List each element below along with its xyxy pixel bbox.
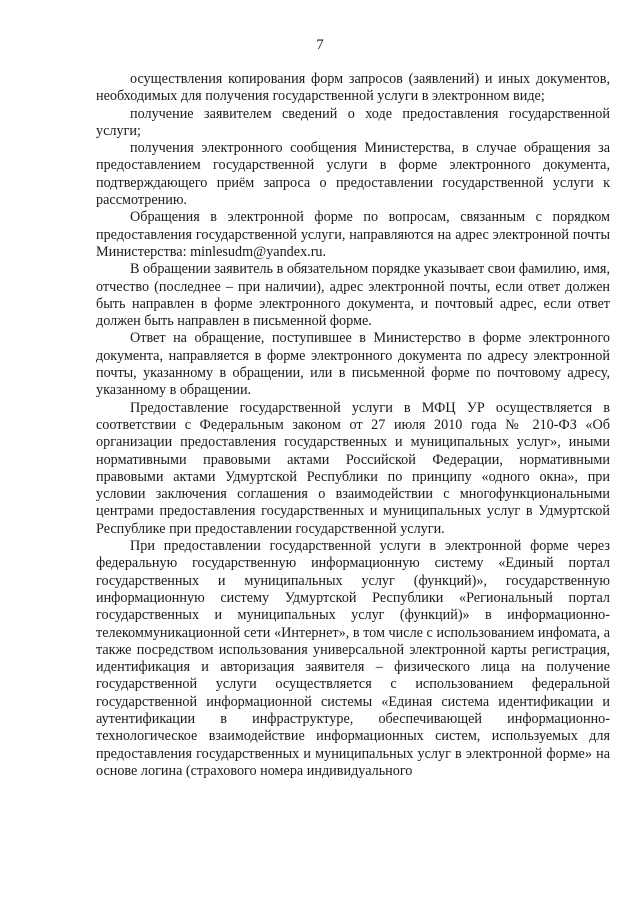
paragraph-response: Ответ на обращение, поступившее в Министерство в форме электронного документа, направляется в форме электронного документа по адресу электронной почты, указанному в обращении, или в письменной форме по почтовому адресу, указанному в обращении. — [96, 330, 610, 399]
page-number: 7 — [316, 37, 324, 53]
paragraph-mfc-provision: Предоставление государственной услуги в МФЦ УР осуществляется в соответствии с Федеральным законом от 27 июля 2010 года № 210-ФЗ «Об организации предоставления государственных и муниципальных услуг», иными нормативными правовыми актами Российской Федерации, нормативными правовыми актами Удмуртской Республики по принципу «одного окна», при условии заключения соглашения о взаимодействии с многофункциональными центрами предоставления государственных и муниципальных услуг в Удмуртской Республике при предоставлении государственной услуги. — [96, 399, 610, 537]
paragraph-email-appeals: Обращения в электронной форме по вопросам, связанным с порядком предоставления государственной услуги, направляются на адрес электронной почты Министерства: minlesudm@yandex.ru. — [96, 209, 610, 260]
paragraph-copying-forms: осуществления копирования форм запросов (заявлений) и иных документов, необходимых для получения государственной услуги в электронном виде; — [96, 71, 610, 105]
paragraph-electronic-provision: При предоставлении государственной услуги в электронной форме через федеральную государственную информационную систему «Единый портал государственных и муниципальных услуг (функций)», государственную информационную систему Удмуртской Республики «Региональный портал государственных и муниципальных услуг (функций)» в информационно-телекоммуникационной сети «Интернет», в том числе с использованием инфомата, а также посредством использования универсальной электронной карты регистрация, идентификация и авторизация заявителя – физического лица на получение государственной услуги осуществляется с использованием федеральной государственной информационной системы «Единая система идентификации и аутентификации в инфраструктуре, обеспечивающей информационно-технологическое взаимодействие информационных систем, используемых для предоставления государственных и муниципальных услуг в электронной форме» на основе логина (страхового номера индивидуального — [96, 538, 610, 779]
document-body — [96, 71, 610, 780]
paragraph-appeal-contents: В обращении заявитель в обязательном порядке указывает свои фамилию, имя, отчество (последнее – при наличии), адрес электронной почты, если ответ должен быть направлен в форме электронного документа, и почтовый адрес, если ответ должен быть направлен в письменной форме. — [96, 261, 610, 330]
paragraph-status-info: получение заявителем сведений о ходе предоставления государственной услуги; — [96, 105, 610, 139]
paragraph-electronic-message: получения электронного сообщения Министерства, в случае обращения за предоставлением государственной услуги в форме электронного документа, подтверждающего приём запроса о предоставлении государственной услуги к рассмотрению. — [96, 140, 610, 209]
